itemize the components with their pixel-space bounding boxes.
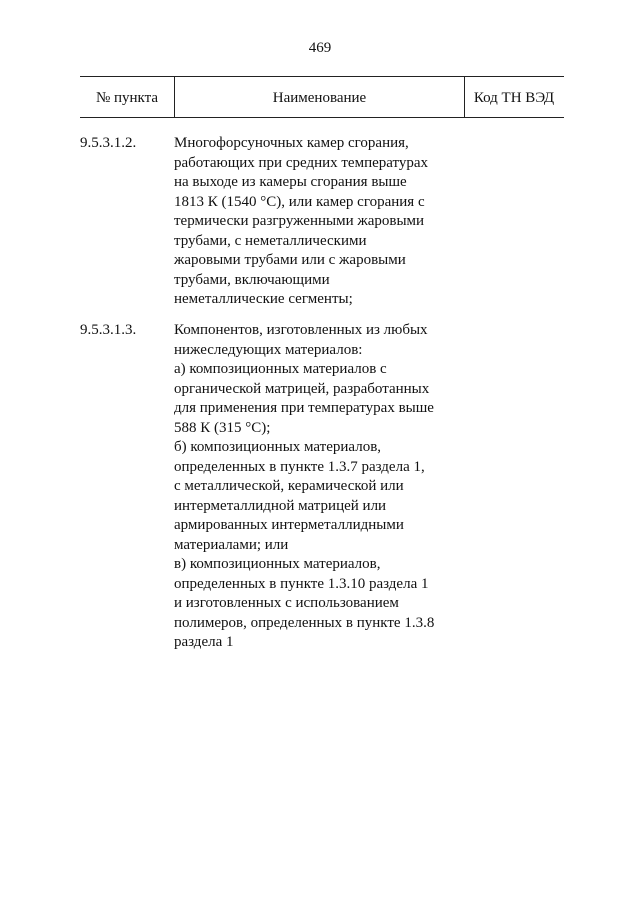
entry-line: органической матрицей, разработанных [174,380,430,397]
entry-line: трубами, включающими [174,271,330,288]
entry-line: для применения при температурах выше [174,400,434,416]
entry-line: 1813 К (1540 °С), или камер сгорания с [174,193,425,210]
entry-text [174,134,464,310]
entry-line: нижеследующих материалов: [174,341,363,358]
column-header-number: № пункта [95,90,159,106]
entry-line: определенных в пункте 1.3.7 раздела 1, [174,458,425,475]
table-header [80,76,564,118]
entry-line: и изготовленных с использованием [174,595,399,611]
entry-line: полимеров, определенных в пункте 1.3.8 [174,614,435,631]
page-number: 469 [308,40,332,56]
entry-line: жаровыми трубами или с жаровыми [174,252,406,268]
column-header-name: Наименование [174,77,465,117]
entry-text [174,321,464,653]
entry-line: в) композиционных материалов, [174,556,381,572]
entry-line: раздела 1 [174,634,234,650]
entry-line: интерметаллидной матрицей или [174,497,387,514]
entry-line: б) композиционных материалов, [174,439,382,455]
entry-number: 9.5.3.1.3. [80,322,137,338]
entry-line: трубами, с неметаллическими [174,232,367,249]
entry-line: термически разгруженными жаровыми [174,213,425,229]
entry-number: 9.5.3.1.2. [80,135,137,151]
entry-line: с металлической, керамической или [174,478,404,494]
entry-line: работающих при средних температурах [174,154,429,171]
entry-line: материалами; или [174,536,289,553]
entry-line: армированных интерметаллидными [174,517,404,533]
column-header-code: Код ТН ВЭД [473,90,555,106]
entry-line: Многофорсуночных камер сгорания, [174,135,409,151]
entry-line: на выходе из камеры сгорания выше [174,174,407,190]
entry-line: неметаллические сегменты; [174,291,353,307]
entry-line: Компонентов, изготовленных из любых [174,322,428,338]
entry-line: 588 К (315 °С); [174,419,271,436]
entry-line: а) композиционных материалов с [174,361,387,377]
entry-line: определенных в пункте 1.3.10 раздела 1 [174,575,429,592]
